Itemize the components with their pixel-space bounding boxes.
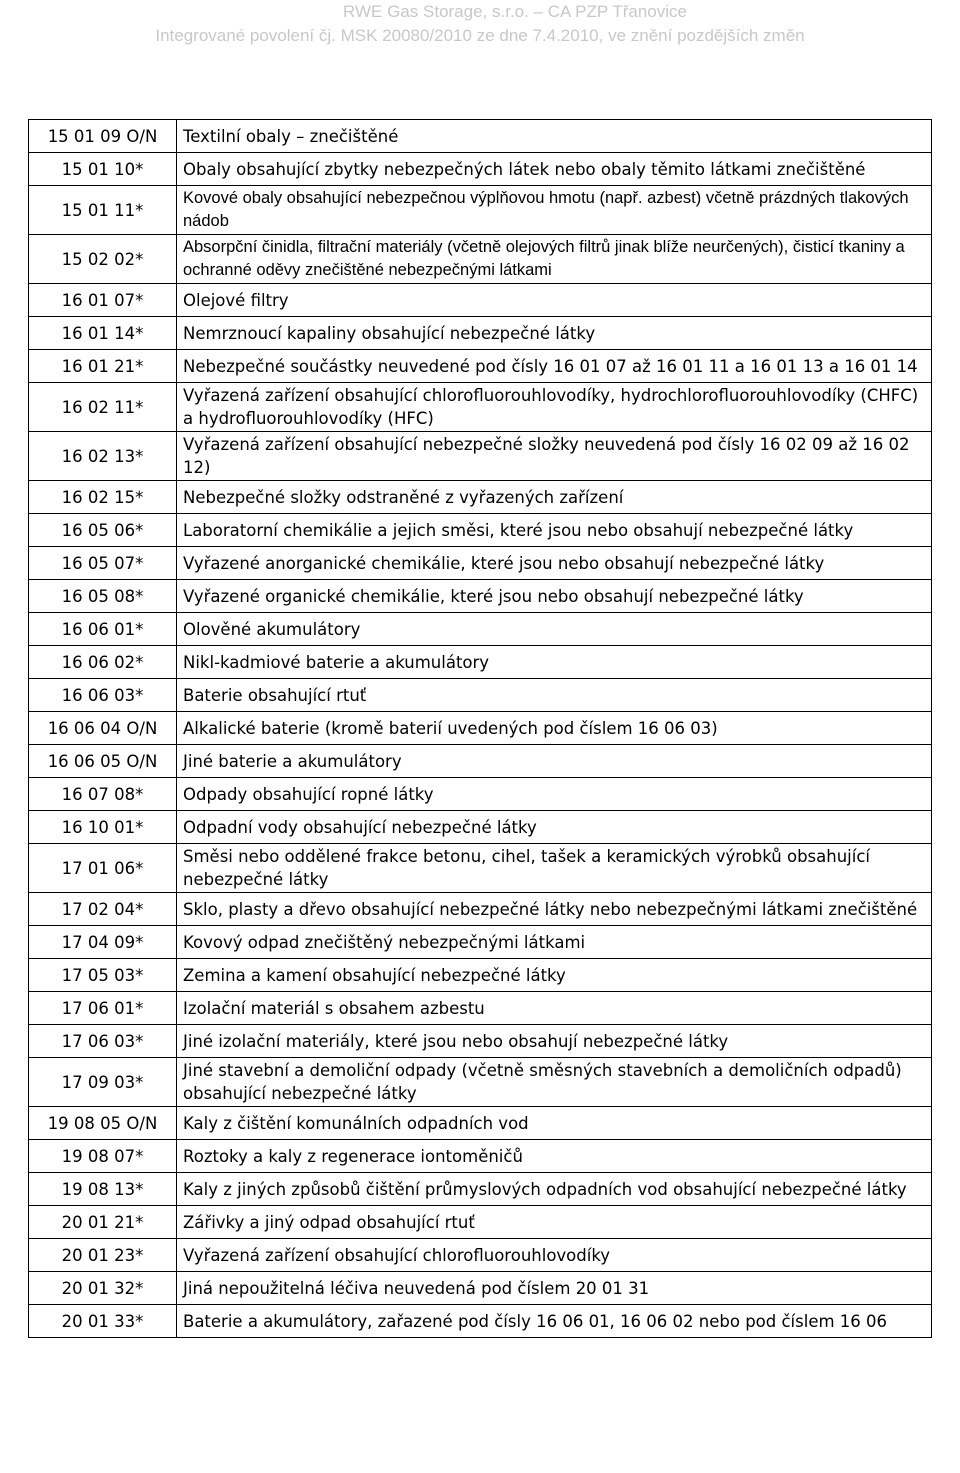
table-row [29,514,932,547]
waste-code: 16 05 08* [29,580,177,613]
table-row [29,712,932,745]
waste-description: Nikl-kadmiové baterie a akumulátory [177,646,932,679]
table-row [29,235,932,284]
waste-code: 16 05 07* [29,547,177,580]
waste-description: Kaly z čištění komunálních odpadních vod [177,1107,932,1140]
waste-code: 16 01 21* [29,350,177,383]
waste-code: 20 01 23* [29,1239,177,1272]
waste-code: 17 09 03* [29,1058,177,1107]
waste-description: Vyřazené organické chemikálie, které jsou nebo obsahují nebezpečné látky [177,580,932,613]
waste-description: Absorpční činidla, filtrační materiály (včetně olejových filtrů jinak blíže neurčených), čisticí tkaniny a ochranné oděvy znečištěné nebezpečnými látkami [177,235,932,284]
waste-code: 15 01 10* [29,153,177,186]
waste-description: Textilní obaly – znečištěné [177,120,932,153]
waste-code: 16 01 07* [29,284,177,317]
table-row [29,1239,932,1272]
table-row [29,811,932,844]
table-row [29,1272,932,1305]
table-row [29,613,932,646]
waste-code: 17 06 01* [29,992,177,1025]
waste-description: Vyřazená zařízení obsahující chlorofluorouhlovodíky [177,1239,932,1272]
waste-code: 16 02 11* [29,383,177,432]
waste-description: Izolační materiál s obsahem azbestu [177,992,932,1025]
table-row [29,745,932,778]
waste-code: 17 05 03* [29,959,177,992]
waste-description: Kovový odpad znečištěný nebezpečnými látkami [177,926,932,959]
waste-description: Vyřazená zařízení obsahující nebezpečné složky neuvedená pod čísly 16 02 09 až 16 02 12) [177,432,932,481]
waste-code: 19 08 13* [29,1173,177,1206]
waste-description: Kaly z jiných způsobů čištění průmyslových odpadních vod obsahující nebezpečné látky [177,1173,932,1206]
table-row [29,153,932,186]
table-row [29,1107,932,1140]
table-row [29,350,932,383]
table-row [29,317,932,350]
waste-code: 20 01 32* [29,1272,177,1305]
waste-code: 17 06 03* [29,1025,177,1058]
waste-code: 16 07 08* [29,778,177,811]
waste-code: 16 10 01* [29,811,177,844]
table-row [29,1173,932,1206]
table-row [29,1140,932,1173]
waste-description: Jiné izolační materiály, které jsou nebo obsahují nebezpečné látky [177,1025,932,1058]
table-row [29,432,932,481]
waste-description: Nemrznoucí kapaliny obsahující nebezpečné látky [177,317,932,350]
table-row [29,481,932,514]
table-row [29,580,932,613]
table-row [29,778,932,811]
table-row [29,1305,932,1338]
waste-description: Olejové filtry [177,284,932,317]
waste-code: 16 02 15* [29,481,177,514]
waste-description: Jiné stavební a demoliční odpady (včetně směsných stavebních a demoličních odpadů) obsahující nebezpečné látky [177,1058,932,1107]
waste-description: Laboratorní chemikálie a jejich směsi, které jsou nebo obsahují nebezpečné látky [177,514,932,547]
table-row [29,926,932,959]
header-company: RWE Gas Storage, s.r.o. – CA PZP Třanovice [343,2,687,21]
waste-code: 20 01 21* [29,1206,177,1239]
waste-description: Olověné akumulátory [177,613,932,646]
waste-code: 16 06 02* [29,646,177,679]
waste-description: Vyřazené anorganické chemikálie, které jsou nebo obsahují nebezpečné látky [177,547,932,580]
waste-code: 16 06 04 O/N [29,712,177,745]
waste-description: Roztoky a kaly z regenerace iontoměničů [177,1140,932,1173]
waste-table [28,119,932,1338]
table-row [29,1025,932,1058]
table-row [29,284,932,317]
waste-code: 16 01 14* [29,317,177,350]
waste-description: Nebezpečné součástky neuvedené pod čísly 16 01 07 až 16 01 11 a 16 01 13 a 16 01 14 [177,350,932,383]
waste-code: 17 02 04* [29,893,177,926]
waste-description: Nebezpečné složky odstraněné z vyřazených zařízení [177,481,932,514]
waste-description: Kovové obaly obsahující nebezpečnou výplňovou hmotu (např. azbest) včetně prázdných tlakových nádob [177,186,932,235]
waste-description: Směsi nebo oddělené frakce betonu, cihel, tašek a keramických výrobků obsahující nebezpečné látky [177,844,932,893]
waste-code: 19 08 05 O/N [29,1107,177,1140]
waste-description: Sklo, plasty a dřevo obsahující nebezpečné látky nebo nebezpečnými látkami znečištěné [177,893,932,926]
waste-description: Vyřazená zařízení obsahující chlorofluorouhlovodíky, hydrochlorofluorouhlovodíky (CHFC) a hydrofluorouhlovodíky (HFC) [177,383,932,432]
table-row [29,959,932,992]
table-row [29,186,932,235]
waste-code: 17 01 06* [29,844,177,893]
table-row [29,893,932,926]
table-row [29,383,932,432]
table-row [29,1206,932,1239]
waste-code: 16 06 05 O/N [29,745,177,778]
waste-description: Odpady obsahující ropné látky [177,778,932,811]
waste-description: Alkalické baterie (kromě baterií uvedených pod číslem 16 06 03) [177,712,932,745]
table-row [29,679,932,712]
table-row [29,1058,932,1107]
waste-code: 16 05 06* [29,514,177,547]
waste-code: 16 02 13* [29,432,177,481]
waste-code: 15 01 11* [29,186,177,235]
waste-code: 15 01 09 O/N [29,120,177,153]
table-row [29,992,932,1025]
table-row [29,120,932,153]
waste-code: 15 02 02* [29,235,177,284]
waste-code: 20 01 33* [29,1305,177,1338]
table-row [29,844,932,893]
waste-code: 16 06 03* [29,679,177,712]
waste-description: Odpadní vody obsahující nebezpečné látky [177,811,932,844]
waste-description: Zářivky a jiný odpad obsahující rtuť [177,1206,932,1239]
header-permit: Integrované povolení čj. MSK 20080/2010 ze dne 7.4.2010, ve znění pozdějších změn [155,26,805,45]
page-header [0,0,960,48]
waste-description: Zemina a kamení obsahující nebezpečné látky [177,959,932,992]
waste-description: Baterie obsahující rtuť [177,679,932,712]
table-row [29,547,932,580]
waste-description: Baterie a akumulátory, zařazené pod čísly 16 06 01, 16 06 02 nebo pod číslem 16 06 [177,1305,932,1338]
table-row [29,646,932,679]
waste-description: Obaly obsahující zbytky nebezpečných látek nebo obaly těmito látkami znečištěné [177,153,932,186]
waste-code: 19 08 07* [29,1140,177,1173]
waste-code: 17 04 09* [29,926,177,959]
waste-code: 16 06 01* [29,613,177,646]
waste-description: Jiné baterie a akumulátory [177,745,932,778]
waste-description: Jiná nepoužitelná léčiva neuvedená pod číslem 20 01 31 [177,1272,932,1305]
